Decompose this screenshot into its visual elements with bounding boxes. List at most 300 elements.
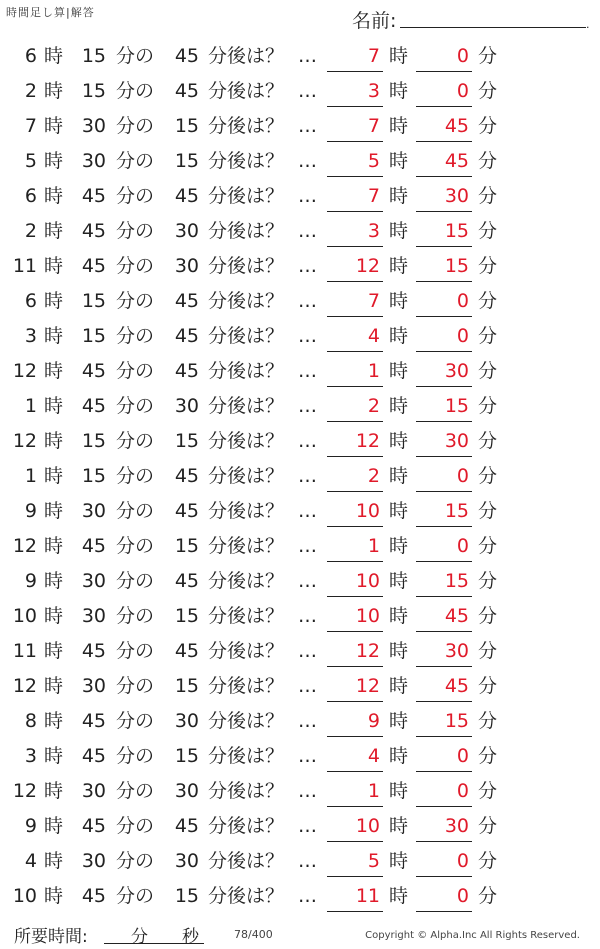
start-minute: 30 [81,605,106,627]
hour-label: 時 [44,465,64,487]
ellipsis: … [298,465,317,487]
start-hour: 5 [24,150,37,172]
answer-minute-line [416,806,472,807]
hour-label: 時 [389,570,409,592]
minute-label: 分 [478,850,498,872]
problem-row [0,74,600,109]
problem-row [0,704,600,739]
added-minutes: 45 [174,500,199,522]
ellipsis: … [298,185,317,207]
answer-hour: 3 [367,220,380,242]
problem-row [0,494,600,529]
answer-minute: 30 [444,640,469,662]
answer-hour: 5 [367,850,380,872]
hour-label: 時 [44,45,64,67]
problem-row [0,774,600,809]
after-label: 分後は？ [208,360,285,382]
added-minutes: 15 [174,605,199,627]
answer-hour: 1 [367,535,380,557]
minute-of-label: 分の [116,850,155,872]
start-minute: 15 [81,45,106,67]
after-label: 分後は？ [208,220,285,242]
answer-hour-line [327,491,383,492]
ellipsis: … [298,255,317,277]
added-minutes: 15 [174,430,199,452]
answer-minute-line [416,141,472,142]
answer-minute: 0 [456,465,469,487]
after-label: 分後は？ [208,675,285,697]
minute-label: 分 [478,395,498,417]
answer-minute-line [416,106,472,107]
answer-minute: 15 [444,710,469,732]
ellipsis: … [298,360,317,382]
hour-label: 時 [44,570,64,592]
start-hour: 6 [24,185,37,207]
answer-minute-line [416,596,472,597]
minute-of-label: 分の [116,885,155,907]
ellipsis: … [298,745,317,767]
minute-of-label: 分の [116,745,155,767]
answer-hour: 12 [355,640,380,662]
answer-minute-line [416,491,472,492]
start-minute: 45 [81,185,106,207]
problem-row [0,564,600,599]
hour-label: 時 [389,885,409,907]
answer-hour-line [327,246,383,247]
start-minute: 30 [81,115,106,137]
hour-label: 時 [44,885,64,907]
hour-label: 時 [389,815,409,837]
answer-hour: 3 [367,80,380,102]
start-hour: 12 [12,675,37,697]
minute-label: 分 [478,605,498,627]
problem-row [0,739,600,774]
ellipsis: … [298,640,317,662]
added-minutes: 45 [174,570,199,592]
after-label: 分後は？ [208,640,285,662]
added-minutes: 15 [174,675,199,697]
hour-label: 時 [44,780,64,802]
problem-row [0,879,600,914]
minute-of-label: 分の [116,710,155,732]
start-hour: 9 [24,500,37,522]
problem-row [0,214,600,249]
answer-minute: 0 [456,535,469,557]
answer-hour-line [327,666,383,667]
answer-minute-line [416,911,472,912]
after-label: 分後は？ [208,150,285,172]
answer-hour-line [327,736,383,737]
added-minutes: 15 [174,535,199,557]
minute-of-label: 分の [116,780,155,802]
minute-of-label: 分の [116,535,155,557]
minute-of-label: 分の [116,80,155,102]
added-minutes: 15 [174,745,199,767]
hour-label: 時 [389,850,409,872]
answer-minute: 0 [456,850,469,872]
answer-minute: 30 [444,360,469,382]
minute-of-label: 分の [116,45,155,67]
minute-of-label: 分の [116,360,155,382]
minute-of-label: 分の [116,255,155,277]
hour-label: 時 [44,150,64,172]
ellipsis: … [298,80,317,102]
minute-label: 分 [478,815,498,837]
hour-label: 時 [389,500,409,522]
answer-hour: 9 [367,710,380,732]
answer-hour: 7 [367,115,380,137]
answer-minute: 45 [444,115,469,137]
start-minute: 30 [81,150,106,172]
answer-minute: 0 [456,885,469,907]
start-hour: 1 [24,395,37,417]
minute-of-label: 分の [116,395,155,417]
ellipsis: … [298,675,317,697]
answer-minute: 15 [444,395,469,417]
minute-label: 分 [478,465,498,487]
answer-hour: 7 [367,290,380,312]
added-minutes: 45 [174,640,199,662]
minute-of-label: 分の [116,815,155,837]
hour-label: 時 [44,745,64,767]
hour-label: 時 [44,710,64,732]
problem-row [0,109,600,144]
ellipsis: … [298,535,317,557]
after-label: 分後は？ [208,325,285,347]
answer-minute: 15 [444,220,469,242]
answer-hour: 11 [355,885,380,907]
start-minute: 45 [81,220,106,242]
answer-hour-line [327,561,383,562]
after-label: 分後は？ [208,710,285,732]
hour-label: 時 [44,675,64,697]
answer-minute: 0 [456,325,469,347]
problem-row [0,179,600,214]
minute-of-label: 分の [116,675,155,697]
answer-minute-line [416,701,472,702]
answer-minute-line [416,211,472,212]
start-hour: 12 [12,360,37,382]
start-hour: 10 [12,885,37,907]
minute-label: 分 [478,710,498,732]
added-minutes: 45 [174,325,199,347]
sheet-title: 時間足し算|解答 [6,6,95,19]
minute-label: 分 [478,780,498,802]
answer-minute: 15 [444,255,469,277]
answer-minute: 30 [444,430,469,452]
added-minutes: 45 [174,465,199,487]
answer-minute-line [416,526,472,527]
hour-label: 時 [389,640,409,662]
minute-of-label: 分の [116,115,155,137]
start-hour: 12 [12,535,37,557]
footer [0,918,600,949]
answer-minute: 15 [444,570,469,592]
problem-list [0,39,600,914]
answer-minute: 30 [444,815,469,837]
ellipsis: … [298,605,317,627]
answer-minute-line [416,631,472,632]
problem-row [0,529,600,564]
answer-hour: 4 [367,745,380,767]
answer-hour-line [327,456,383,457]
after-label: 分後は？ [208,80,285,102]
answer-minute: 0 [456,745,469,767]
answer-minute: 45 [444,675,469,697]
hour-label: 時 [389,675,409,697]
answer-minute-line [416,876,472,877]
answer-hour-line [327,806,383,807]
minute-of-label: 分の [116,430,155,452]
required-time-minute-label: 分 [131,927,148,947]
answer-hour-line [327,141,383,142]
after-label: 分後は？ [208,45,285,67]
page-number: 78/400 [234,928,273,941]
problem-row [0,144,600,179]
problem-row [0,809,600,844]
hour-label: 時 [389,290,409,312]
answer-hour: 5 [367,150,380,172]
hour-label: 時 [44,360,64,382]
hour-label: 時 [389,220,409,242]
hour-label: 時 [389,430,409,452]
answer-minute: 45 [444,605,469,627]
start-minute: 15 [81,80,106,102]
added-minutes: 15 [174,115,199,137]
answer-hour-line [327,281,383,282]
added-minutes: 30 [174,780,199,802]
hour-label: 時 [389,185,409,207]
hour-label: 時 [44,255,64,277]
after-label: 分後は？ [208,815,285,837]
ellipsis: … [298,395,317,417]
answer-hour: 10 [355,570,380,592]
minute-label: 分 [478,115,498,137]
ellipsis: … [298,780,317,802]
problem-row [0,249,600,284]
problem-row [0,634,600,669]
answer-hour-line [327,876,383,877]
answer-hour: 12 [355,255,380,277]
required-time-second-label: 秒 [182,927,199,947]
answer-minute: 45 [444,150,469,172]
after-label: 分後は？ [208,500,285,522]
start-minute: 45 [81,360,106,382]
minute-of-label: 分の [116,150,155,172]
answer-hour-line [327,841,383,842]
answer-hour-line [327,911,383,912]
hour-label: 時 [389,780,409,802]
name-dot: . [586,18,590,31]
hour-label: 時 [389,395,409,417]
hour-label: 時 [389,45,409,67]
answer-minute-line [416,351,472,352]
start-minute: 45 [81,255,106,277]
ellipsis: … [298,45,317,67]
start-minute: 30 [81,850,106,872]
start-hour: 12 [12,780,37,802]
answer-minute: 0 [456,780,469,802]
after-label: 分後は？ [208,255,285,277]
ellipsis: … [298,220,317,242]
answer-hour-line [327,421,383,422]
added-minutes: 45 [174,45,199,67]
ellipsis: … [298,115,317,137]
added-minutes: 30 [174,220,199,242]
answer-minute-line [416,736,472,737]
after-label: 分後は？ [208,535,285,557]
added-minutes: 30 [174,710,199,732]
added-minutes: 30 [174,850,199,872]
problem-row [0,389,600,424]
after-label: 分後は？ [208,290,285,312]
hour-label: 時 [389,150,409,172]
minute-label: 分 [478,80,498,102]
start-minute: 15 [81,325,106,347]
added-minutes: 45 [174,80,199,102]
answer-hour: 2 [367,465,380,487]
after-label: 分後は？ [208,745,285,767]
answer-minute-line [416,456,472,457]
start-hour: 11 [12,255,37,277]
start-minute: 15 [81,465,106,487]
answer-hour-line [327,631,383,632]
hour-label: 時 [389,605,409,627]
hour-label: 時 [389,360,409,382]
ellipsis: … [298,500,317,522]
answer-minute-line [416,841,472,842]
start-minute: 45 [81,710,106,732]
start-minute: 15 [81,430,106,452]
answer-hour: 10 [355,605,380,627]
hour-label: 時 [44,290,64,312]
answer-minute: 0 [456,290,469,312]
answer-minute-line [416,666,472,667]
minute-label: 分 [478,640,498,662]
start-hour: 8 [24,710,37,732]
answer-hour-line [327,386,383,387]
answer-hour: 1 [367,360,380,382]
start-minute: 30 [81,500,106,522]
answer-minute-line [416,176,472,177]
added-minutes: 45 [174,815,199,837]
problem-row [0,669,600,704]
hour-label: 時 [389,255,409,277]
ellipsis: … [298,815,317,837]
hour-label: 時 [389,535,409,557]
minute-label: 分 [478,500,498,522]
hour-label: 時 [44,185,64,207]
minute-label: 分 [478,255,498,277]
answer-minute-line [416,246,472,247]
start-hour: 3 [24,745,37,767]
after-label: 分後は？ [208,850,285,872]
hour-label: 時 [389,465,409,487]
ellipsis: … [298,430,317,452]
minute-of-label: 分の [116,185,155,207]
start-minute: 30 [81,570,106,592]
answer-hour: 12 [355,675,380,697]
hour-label: 時 [44,815,64,837]
problem-row [0,844,600,879]
start-minute: 30 [81,675,106,697]
hour-label: 時 [44,325,64,347]
start-minute: 45 [81,395,106,417]
answer-hour-line [327,526,383,527]
hour-label: 時 [44,395,64,417]
answer-hour-line [327,106,383,107]
start-hour: 3 [24,325,37,347]
answer-hour: 10 [355,815,380,837]
answer-minute: 15 [444,500,469,522]
answer-minute-line [416,421,472,422]
added-minutes: 45 [174,360,199,382]
start-hour: 2 [24,220,37,242]
answer-minute: 0 [456,45,469,67]
after-label: 分後は？ [208,465,285,487]
hour-label: 時 [44,430,64,452]
after-label: 分後は？ [208,570,285,592]
ellipsis: … [298,290,317,312]
answer-hour: 4 [367,325,380,347]
answer-hour-line [327,316,383,317]
minute-of-label: 分の [116,290,155,312]
start-minute: 30 [81,780,106,802]
hour-label: 時 [44,500,64,522]
start-hour: 4 [24,850,37,872]
ellipsis: … [298,325,317,347]
problem-row [0,459,600,494]
answer-hour: 1 [367,780,380,802]
added-minutes: 15 [174,150,199,172]
added-minutes: 30 [174,255,199,277]
problem-row [0,424,600,459]
start-minute: 45 [81,640,106,662]
problem-row [0,284,600,319]
hour-label: 時 [389,115,409,137]
problem-row [0,354,600,389]
after-label: 分後は？ [208,605,285,627]
answer-hour: 7 [367,45,380,67]
start-hour: 6 [24,290,37,312]
after-label: 分後は？ [208,395,285,417]
hour-label: 時 [389,745,409,767]
minute-label: 分 [478,290,498,312]
start-hour: 10 [12,605,37,627]
minute-label: 分 [478,430,498,452]
answer-hour: 7 [367,185,380,207]
problem-row [0,319,600,354]
after-label: 分後は？ [208,185,285,207]
minute-of-label: 分の [116,500,155,522]
hour-label: 時 [44,850,64,872]
ellipsis: … [298,150,317,172]
hour-label: 時 [44,605,64,627]
name-block [352,6,592,32]
answer-minute: 30 [444,185,469,207]
minute-label: 分 [478,745,498,767]
start-hour: 2 [24,80,37,102]
hour-label: 時 [44,535,64,557]
minute-of-label: 分の [116,640,155,662]
hour-label: 時 [44,80,64,102]
answer-minute-line [416,71,472,72]
hour-label: 時 [389,710,409,732]
minute-of-label: 分の [116,570,155,592]
answer-minute: 0 [456,80,469,102]
answer-minute-line [416,561,472,562]
answer-minute-line [416,386,472,387]
